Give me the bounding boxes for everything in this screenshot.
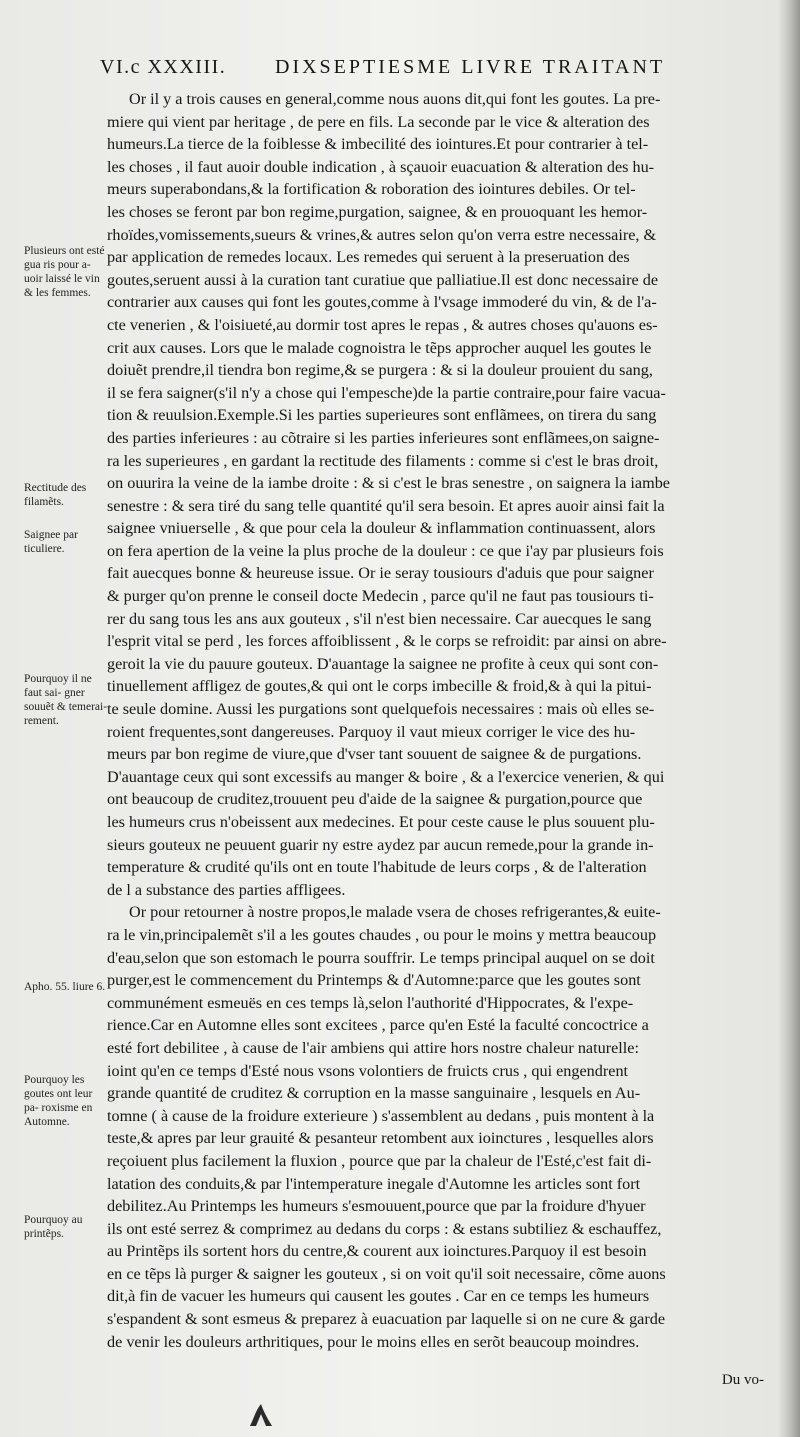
- text-line: il se fera saigner(s'il n'y a chose qui l'empesche)de la partie contraire,pour faire vacua-: [107, 383, 666, 402]
- text-line: humeurs.La tierce de la foiblesse & imbecilité des iointures.Et pour contrarier à tel-: [107, 135, 649, 154]
- text-line: roient frequentes,sont dangereuses. Parquoy il vaut mieux corriger le vice des hu-: [107, 722, 636, 741]
- catchword: Du vo-: [721, 1372, 764, 1388]
- text-line: au Printẽps ils sortent hors du centre,& courent aux ioinctures.Parquoy il est besoin: [107, 1242, 647, 1261]
- text-line: ont beaucoup de cruditez,trouuent peu d'aide de la saignee & purgation,pource que: [107, 790, 643, 809]
- text-line: purger,est le commencement du Printemps & d'Automne:parce que les goutes sont: [107, 971, 641, 990]
- text-line: contrarier aux causes qui font les goutes,comme à l'vsage immoderé du vin, & de l'a-: [107, 293, 657, 312]
- text-line: ioint qu'en ce temps d'Esté nous vsons volontiers de fruicts crus , qui engendrent: [107, 1061, 629, 1080]
- text-line: ra le vin,principalemẽt s'il a les goutes chaudes , ou pour le moins y mettra beaucoup: [107, 925, 657, 944]
- text-line: rer du sang tous les ans aux gouteux , s'il n'est bien necessaire. Car auecques le sang: [107, 609, 652, 628]
- text-line: & purger qu'on prenne le conseil docte Medecin , parce qu'il ne faut pas tousiours ti-: [107, 587, 654, 606]
- text-line: en ce tẽps là purger & saigner les gouteux , si on voit qu'il soit necessaire, cõme auons: [107, 1264, 666, 1283]
- text-line: Or pour retourner à nostre propos,le malade vsera de choses refrigerantes,& euite-: [129, 903, 661, 922]
- page-gutter-shadow: [778, 0, 800, 1437]
- text-line: ils ont esté serrez & comprimez au dedans du corps : & estans subtiliez & eschauffez,: [107, 1219, 662, 1238]
- body-text: [107, 88, 767, 1388]
- margin-notes: [0, 0, 110, 1437]
- margin-note: Rectitude des filamẽts.: [24, 482, 87, 508]
- text-line: par application de remedes locaux. Les remedes qui seruent à la preseruation des: [107, 248, 630, 267]
- text-line: grande quantité de cruditez & corruption en la masse sanguinaire , lesquels en Au-: [107, 1084, 641, 1103]
- text-line: D'auantage ceux qui sont excessifs au manger & boire , & a l'exercice venerien, & qui: [107, 767, 665, 786]
- text-line: goutes,seruent aussi à la curation tant curatiue que palliatiue.Il est donc necessaire de: [107, 270, 659, 289]
- text-line: temperature & crudité qu'ils ont en toute l'habitude de leurs corps , & de l'alteration: [107, 858, 647, 877]
- text-line: les choses , il faut auoir double indication , à sçauoir euacuation & alteration des hu-: [107, 157, 655, 176]
- text-line: les humeurs crus n'obeissent aux medecines. Et pour ceste cause le plus souuent plu-: [107, 813, 655, 831]
- margin-note: Pourquoy les goutes ont leur pa- roxisme en Automne.: [24, 1074, 93, 1128]
- text-line: rience.Car en Automne elles sont excitees , parce qu'en Esté la faculté concoctrice a: [107, 1016, 649, 1035]
- text-line: meurs par bon regime de viure,que d'vser tant souuent de saignee & de purgations.: [107, 745, 642, 764]
- text-line: rhoïdes,vomissements,sueurs & vrines,& autres selon qu'on verra estre necessaire, &: [107, 225, 657, 244]
- text-line: on fera apertion de la veine la plus proche de la douleur : ce que i'ay par plusieurs fois: [107, 541, 664, 560]
- text-line: dit,à fin de vacuer les humeurs qui causent les goutes . Car en ce temps les humeurs: [107, 1287, 650, 1306]
- text-line: Or il y a trois causes en general,comme nous auons dit,qui font les goutes. La pre-: [129, 90, 661, 108]
- text-line: latation des conduits,& par l'intemperature inegale d'Automne les articles sont fort: [107, 1174, 641, 1193]
- text-line: geroit la vie du pauure gouteux. D'auantage la saignee ne profite à ceux qui sont con-: [107, 654, 659, 673]
- text-line: cte venerien , & l'oisiueté,au dormir tost apres le repas , & autres choses qu'auons es-: [107, 315, 658, 334]
- text-line: miere qui vient par heritage , de pere en fils. La seconde par le vice & alteration des: [107, 112, 650, 131]
- text-line: saignee vniuerselle , & que pour cela la douleur & inflammation continuassent, alors: [107, 519, 656, 538]
- margin-note: Saignee par ticuliere.: [24, 529, 78, 555]
- text-line: doiuẽt prendre,il tiendra bon regime,& se purgera : & si la douleur prouient du sang,: [107, 361, 653, 380]
- text-line: tion & reuulsion.Exemple.Si les parties superieures sont enflãmees, on tirera du sang: [107, 406, 657, 425]
- text-line: crit aux causes. Lors que le malade cognoistra le tẽps approcher auquel les goutes le: [107, 338, 652, 357]
- text-line: l'esprit vital se perd , les forces affoiblissent , & le corps se refroidit: par ainsi on abre-: [107, 632, 667, 651]
- text-line: tomne ( à cause de la froidure exterieure ) s'assemblent au dedans , puis montent à la: [107, 1106, 655, 1125]
- text-line: de venir les douleurs arthritiques, pour le moins elles en serõt beaucoup moindres.: [107, 1332, 640, 1351]
- text-line: des parties inferieures : au cõtraire si les parties inferieures sont enflãmees,on saigne-: [107, 428, 660, 447]
- text-line: on ouurira la veine de la iambe droite : & si c'est le bras senestre , on saignera la iambe: [107, 474, 670, 493]
- margin-note: Apho. 55. liure 6.: [24, 981, 106, 993]
- margin-note: Plusieurs ont esté gua ris pour a- uoir laissé le vin & les femmes.: [24, 245, 105, 299]
- running-title: DIXSEPTIESME LIVRE TRAITANT: [275, 56, 666, 78]
- folio-number: VI.c XXXIII.: [100, 56, 227, 78]
- running-head: [100, 56, 720, 86]
- text-line: debilitez.Au Printemps les humeurs s'esmouuent,pource que par la froidure d'hyuer: [107, 1197, 646, 1216]
- text-line: sieurs gouteux ne peuuent guarir ny estre aydez par aucun remede,pour la grande in-: [107, 835, 654, 854]
- margin-note: Pourquoy au printẽps.: [24, 1214, 83, 1240]
- text-line: reçoiuent plus facilement la fluxion , pource que par la chaleur de l'Esté,c'est fait di-: [107, 1151, 652, 1170]
- text-line: meurs superabondans,& la fortification & roboration des iointures debiles. Or tel-: [107, 180, 636, 199]
- text-line: les choses se feront par bon regime,purgation, saignee, & en prouoquant les hemor-: [107, 202, 648, 221]
- text-line: te seule domine. Aussi les purgations sont quelquefois necessaires : mais où elles se-: [107, 700, 655, 719]
- text-line: communément esmeuës en ces temps là,selon l'authorité d'Hippocrates, & l'expe-: [107, 993, 634, 1012]
- text-line: senestre : & sera tiré du sang telle quantité qu'il sera besoin. Et apres auoir ainsi fait la: [107, 496, 665, 515]
- text-line: teste,& apres par leur grauité & pesanteur retombent aux ioinctures , lesquelles alors: [107, 1129, 654, 1148]
- text-line: tinuellement affligez de goutes,& qui ont le corps imbecille & froid,& à qui la pitui-: [107, 677, 652, 696]
- margin-note: Pourquoy il ne faut sai- gner souuẽt & temerai- rement.: [24, 673, 108, 727]
- text-line: s'espandent & sont esmeus & preparez à euacuation par laquelle si on ne cure & garde: [107, 1310, 666, 1329]
- text-line: fait auecques bonne & heureuse issue. Or ie seray tousiours d'aduis que pour saigner: [107, 564, 654, 583]
- printer-ornament-icon: [246, 1400, 276, 1430]
- text-line: de l a substance des parties affligees.: [107, 880, 346, 899]
- text-line: d'eau,selon que son estomach le pourra souffrir. Le temps principal auquel on se doit: [107, 948, 655, 967]
- text-line: ra les superieures , en gardant la rectitude des filaments : comme si c'est le bras droit,: [107, 451, 659, 470]
- text-line: esté fort debilitee , à cause de l'air ambiens qui attire hors nostre chaleur naturelle:: [107, 1038, 639, 1057]
